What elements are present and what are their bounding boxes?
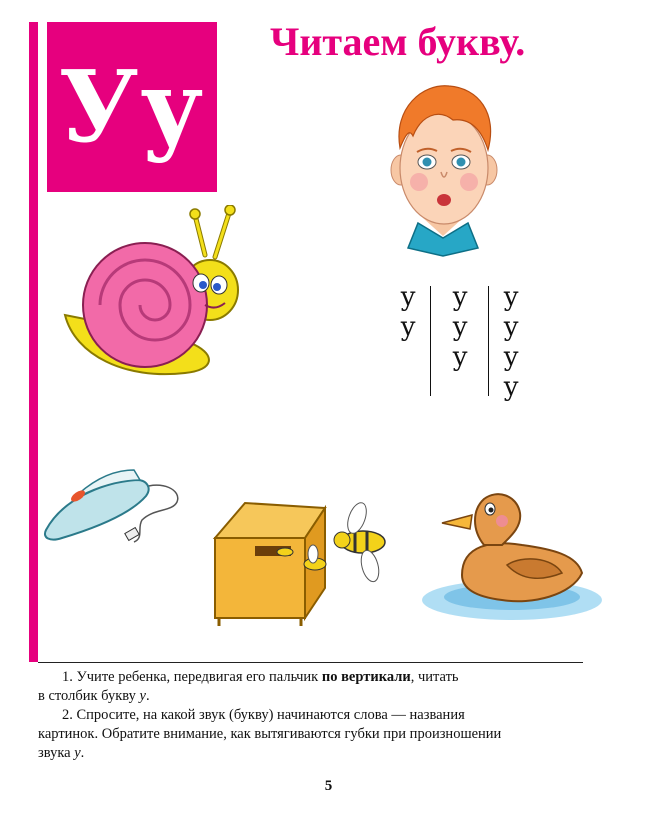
reading-letter: у bbox=[452, 312, 468, 342]
reading-letter: у bbox=[452, 282, 468, 312]
note-2-letter: у bbox=[74, 745, 81, 761]
reading-column-2 bbox=[440, 282, 480, 372]
note-2-line-1 bbox=[38, 706, 598, 725]
reading-column-1 bbox=[388, 282, 428, 342]
snail-illustration bbox=[55, 205, 245, 385]
page-title: Читаем букву. bbox=[270, 19, 526, 64]
notes-divider bbox=[38, 662, 583, 663]
reading-letter: у bbox=[452, 342, 468, 372]
reading-table bbox=[388, 282, 538, 402]
note-1-line-1 bbox=[38, 668, 598, 687]
note-1-bold: по вертикали bbox=[321, 669, 411, 685]
column-divider bbox=[488, 286, 489, 396]
iron-illustration bbox=[42, 460, 192, 550]
left-accent-bar bbox=[29, 22, 38, 662]
page-number: 5 bbox=[324, 778, 333, 794]
note-2-line-2 bbox=[38, 725, 598, 744]
teacher-notes bbox=[38, 668, 598, 763]
beehive-illustration bbox=[205, 498, 395, 628]
reading-letter: у bbox=[400, 312, 416, 342]
note-2-period: . bbox=[80, 745, 85, 761]
note-2-line-2-text: картинок. Обратите внимание, как вытягиваются губки при произношении bbox=[38, 726, 502, 742]
note-1-period: . bbox=[145, 688, 150, 704]
letter-card-text: Уу bbox=[58, 49, 206, 165]
letter-card bbox=[47, 22, 217, 192]
duck-illustration bbox=[412, 485, 612, 625]
reading-letter: у bbox=[503, 342, 519, 372]
note-1-text-end: , читать bbox=[410, 669, 459, 685]
note-1-line-2-text: в столбик букву bbox=[38, 688, 140, 704]
reading-letter: у bbox=[503, 282, 519, 312]
note-1-line-2 bbox=[38, 687, 598, 706]
note-2-line-3-text: звука bbox=[38, 745, 75, 761]
note-1-letter: у bbox=[139, 688, 146, 704]
note-1-text: Учите ребенка, передвигая его пальчик bbox=[76, 669, 322, 685]
boy-face-illustration bbox=[383, 78, 505, 260]
note-2-number: 2. bbox=[62, 707, 73, 723]
reading-letter: у bbox=[503, 372, 519, 402]
reading-column-3 bbox=[491, 282, 531, 402]
reading-letter: у bbox=[503, 312, 519, 342]
note-1-number: 1. bbox=[62, 669, 73, 685]
note-2-text: Спросите, на какой звук (букву) начинаются слова — названия bbox=[76, 707, 465, 723]
note-2-line-3 bbox=[38, 744, 598, 763]
column-divider bbox=[430, 286, 431, 396]
reading-letter: у bbox=[400, 282, 416, 312]
